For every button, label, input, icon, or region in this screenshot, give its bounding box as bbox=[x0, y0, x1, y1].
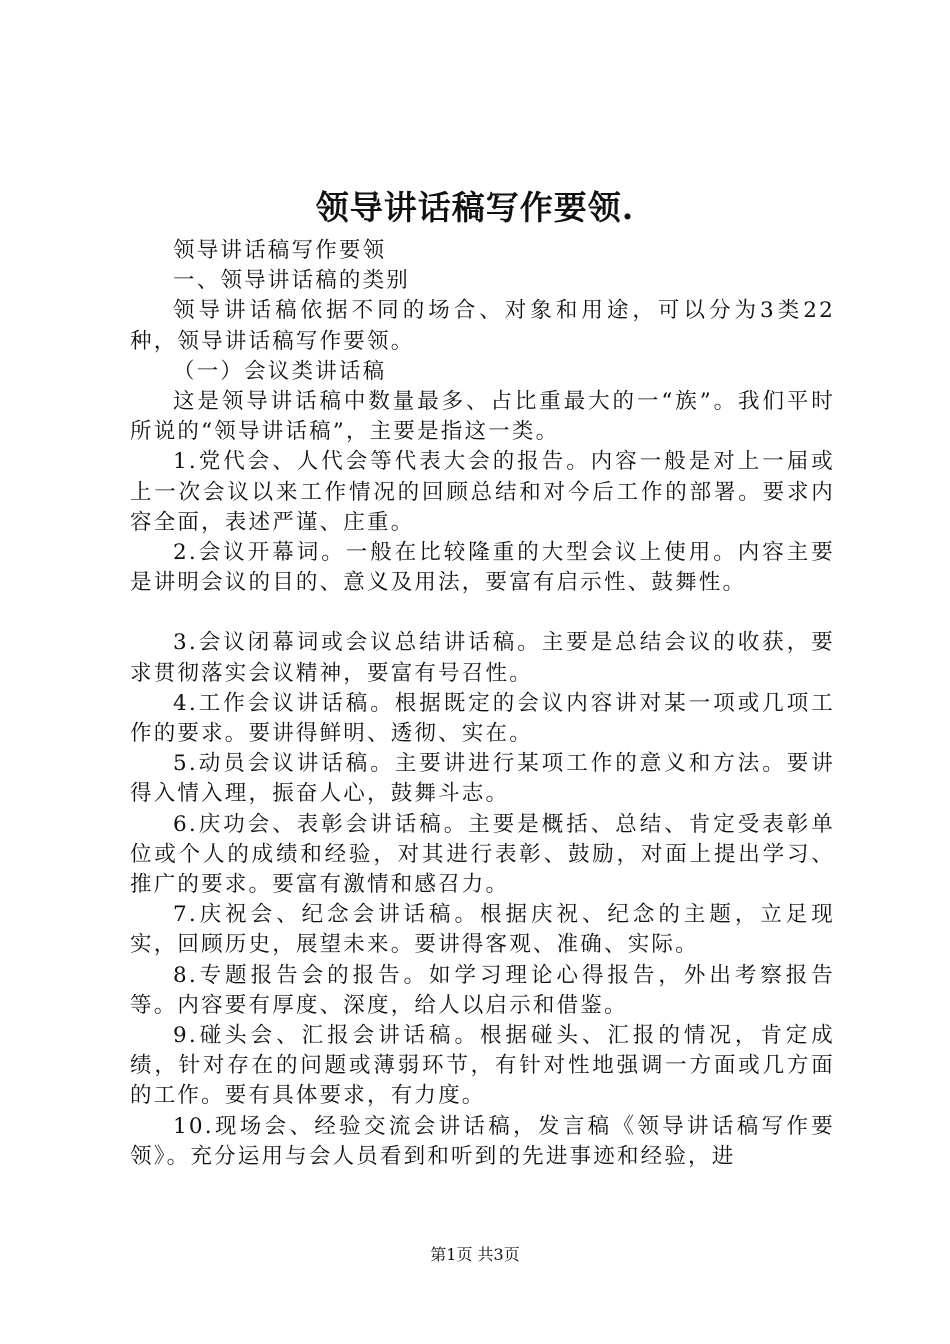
list-item: 9.碰头会、汇报会讲话稿。根据碰头、汇报的情况，肯定成绩，针对存在的问题或薄弱环节，有针对性地强调一方面或几方面的工作。要有具体要求，有力度。 bbox=[130, 1023, 835, 1109]
list-item: 5.动员会议讲话稿。主要讲进行某项工作的意义和方法。要讲得入情入理，振奋人心，鼓舞斗志。 bbox=[130, 751, 835, 807]
list-item: 10.现场会、经验交流会讲话稿，发言稿《领导讲话稿写作要领》。充分运用与会人员看到和听到的先进事迹和经验，进 bbox=[130, 1113, 835, 1169]
list-item: 6.庆功会、表彰会讲话稿。主要是概括、总结、肯定受表彰单位或个人的成绩和经验，对其进行表彰、鼓励，对面上提出学习、推广的要求。要富有激情和感召力。 bbox=[130, 811, 835, 898]
section-heading: 一、领导讲话稿的类别 bbox=[173, 268, 411, 294]
list-item: 8.专题报告会的报告。如学习理论心得报告，外出考察报告等。内容要有厚度、深度，给人以启示和借鉴。 bbox=[130, 962, 835, 1018]
list-item: 7.庆祝会、纪念会讲话稿。根据庆祝、纪念的主题，立足现实，回顾历史，展望未来。要讲得客观、准确、实际。 bbox=[130, 902, 835, 958]
paragraph: 这是领导讲话稿中数量最多、占比重最大的一“族”。我们平时所说的“领导讲话稿”，主要是指这一类。 bbox=[130, 389, 835, 445]
paragraph-heading: 领导讲话稿写作要领 bbox=[173, 238, 387, 263]
paragraph: 领导讲话稿依据不同的场合、对象和用途，可以分为3类22种，领导讲话稿写作要领。 bbox=[130, 298, 835, 354]
list-item: 4.工作会议讲话稿。根据既定的会议内容讲对某一项或几项工作的要求。要讲得鲜明、透彻、实在。 bbox=[130, 690, 835, 747]
list-item: 2.会议开幕词。一般在比较隆重的大型会议上使用。内容主要是讲明会议的目的、意义及用法，要富有启示性、鼓舞性。 bbox=[130, 540, 835, 596]
document-title: 领导讲话稿写作要领. bbox=[315, 188, 635, 227]
list-item: 1.党代会、人代会等代表大会的报告。内容一般是对上一届或上一次会议以来工作情况的回顾总结和对今后工作的部署。要求内容全面，表述严谨、庄重。 bbox=[130, 449, 835, 535]
subsection-heading: （一）会议类讲话稿 bbox=[173, 358, 387, 384]
list-item: 3.会议闭幕词或会议总结讲话稿。主要是总结会议的收获，要求贯彻落实会议精神，要富有号召性。 bbox=[130, 630, 835, 686]
document-body bbox=[130, 236, 835, 1172]
page-footer: 第1页 共3页 bbox=[430, 1245, 520, 1264]
